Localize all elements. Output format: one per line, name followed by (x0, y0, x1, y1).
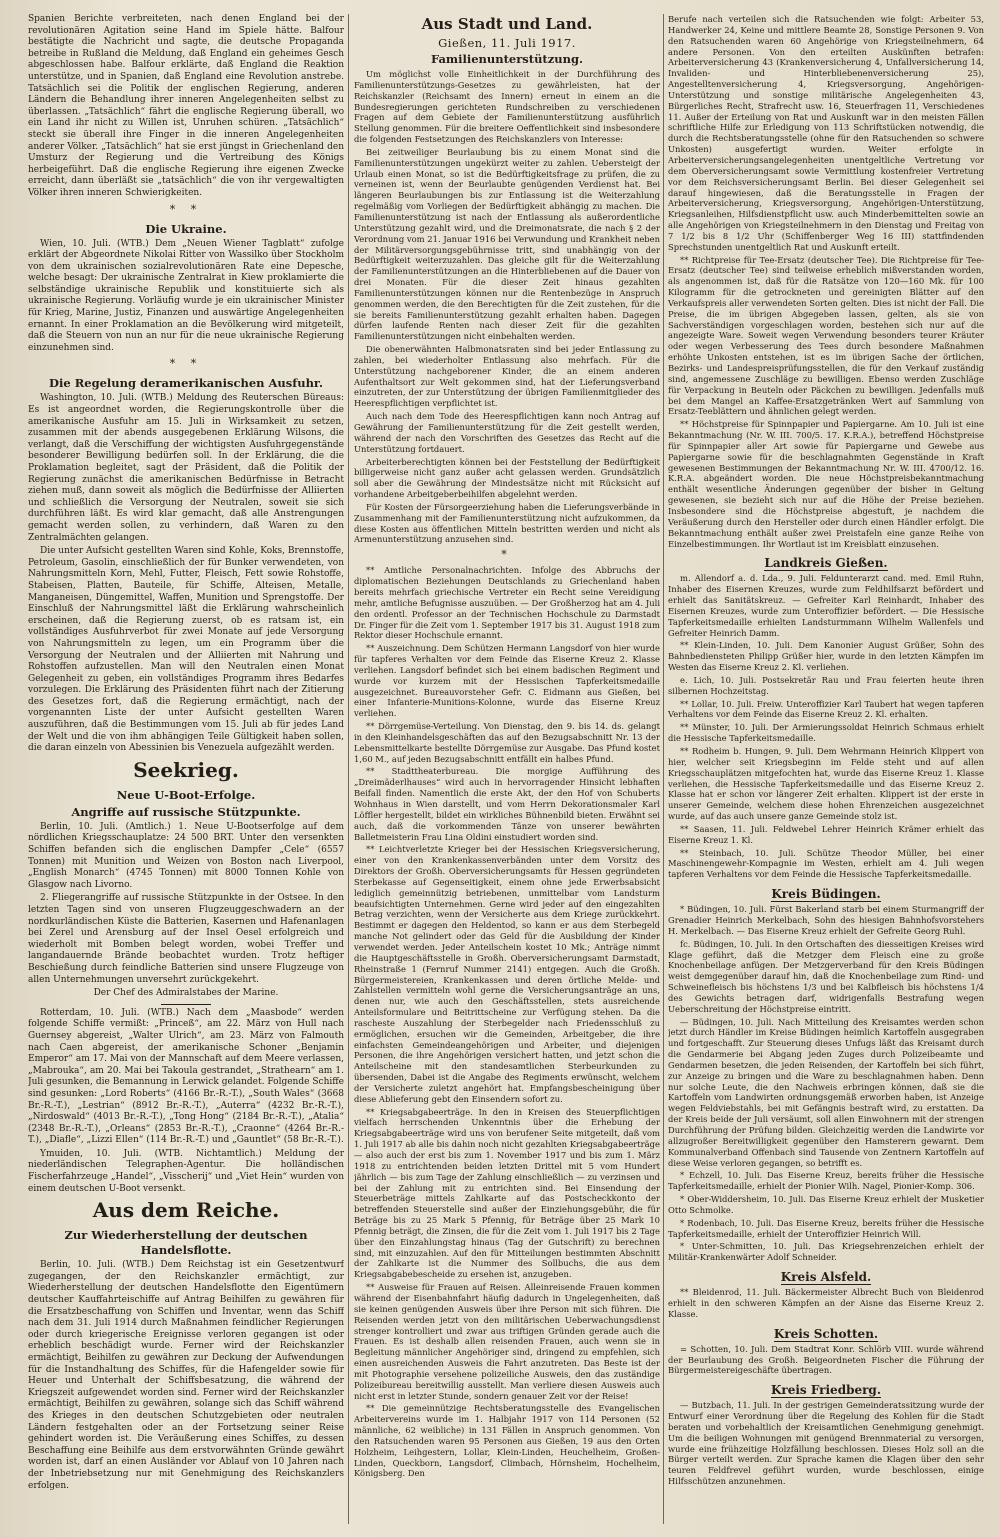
article-subheading-angriffe: Angriffe auf russische Stützpunkte. (71, 804, 301, 819)
kreis-heading-label: Kreis Schotten. (773, 1326, 879, 1341)
article-text: Wien, 10. Juli. (WTB.) Dem „Neuen Wiener Tagblatt“ zufolge erklärt der Abgeordnete Nikolai Ritter von Wassilko über Stockholm von dem ukrainischen sozialrevolutionären Rate eine Depesche, welche besagt: Der ukrainische Zentralrat in Kiew proklamierte die selbständige ukrainische Republik und konstituierte sich als ukrainische Regierung. Vorläufig wurde je ein ukrainischer Minister für Krieg, Marine, Justiz, Finanzen und auswärtige Angelegenheiten ernannt. In einer Proklamation an die Bevölkerung wird mitgeteilt, daß die Steuern von nun an nur für die neue ukrainische Regierung einzunehmen sind. (28, 238, 344, 353)
signature-line: Der Chef des Admiralstabes der Marine. (93, 988, 279, 999)
section-heading-kreis-schotten (668, 1326, 984, 1342)
article-text: * Büdingen, 10. Juli. Fürst Bakerland starb bei einem Sturmangriff der Grenadier Heinrich Merkelbach, Sohn des hiesigen Bahnhofsvorstehers H. Merkelbach. — Das Eiserne Kreuz erhielt der Gefreite Georg Ruhl. (668, 904, 984, 936)
column-rule (348, 14, 349, 1524)
dateline: Gießen, 11. Juli 1917. (438, 36, 576, 50)
divider (161, 1004, 211, 1005)
article-text: ** Ausweise für Frauen auf Reisen. Alleinreisende Frauen kommen während der Eisenbahnfahrt häufig dadurch in Ungelegenheiten, daß sie keinen genügenden Ausweis über ihre Person mit sich führen. Die Reisenden werden jetzt von den militärischen Ueberwachungsdienst strenger kontrolliert und zwar aus triftigen Gründen gerade auch die Frauen. Es ist deshalb allen reisenden Frauen, auch wenn sie in Begleitung männlicher Angehöriger sind, dringend zu empfehlen, sich einen ausreichenden Ausweis die Fahrt anzutreten. Das Beste ist der mit Photographie versehene polizeiliche Ausweis, den das zuständige Polizeibureau bereitwillig ausstellt. Man verliere diesen Ausweis auch nicht erst in letzter Stunde, sondern genauer Zeit vor der Reise! (354, 1282, 660, 1401)
article-text: Die unter Aufsicht gestellten Waren sind Kohle, Koks, Brennstoffe, Petroleum, Gasolin, einschließlich der für Bunker verwendeten, von Nahrungsmitteln Korn, Mehl, Futter, Fleisch, Fett sowie Rohstoffe, Stabeisen, Platten, Bauteile, für Schiffe, Alteisen, Metalle, Manganeisen, Düngemittel, Waffen, Munition und Sprengstoffe. Der Einschluß der Nahrungsmittel läßt die Erklärung wahrscheinlich erscheinen, daß die Regierung zuerst, ob es ratsam ist, ein vollständiges Ausfuhrverbot für zwei Monate auf jede Versorgung von Nahrungsmitteln zu legen, um ein Programm über die Versorgung der Neutralen und der Alliierten mit Nahrung und Rohstoffen aufzustellen. Man will den Neutralen einen Monat Gelegenheit zu geben, ein vollständiges Programm ihres Bedarfes vorzulegen. Die Erklärung des Präsidenten führt nach der Zitierung des Gesetzes fort, daß die Regierung ermächtigt, nach der vorgenannten Liste der unter Aufsicht gestellten Waren auszuführen, daß die Bestimmungen vom 15. Juli ab für jedes Land der Welt und die von ihm abhängigen Teile Gültigkeit haben sollen, die daran einzeln von Abessinien bis Venezuela aufgezählt werden. (28, 546, 344, 754)
article-heading-uboot: Neue U-Boot-Erfolge. (116, 787, 256, 802)
section-heading-kreis-buedingen (668, 886, 984, 902)
article-text: ** Auszeichnung. Dem Schützen Hermann Langsdorf von hier wurde für tapferes Verhalten vor dem Feinde das Eiserne Kreuz 2. Klasse verliehen. Langsdorf befindet sich bei einem badischen Regiment und wurde vor kurzem mit der Hessischen Tapferkeitsmedaille ausgezeichnet. Bureauvorsteher Gefr. C. Eidmann aus Gießen, bei einer Infanterie-Munitions-Kolonne, wurde das Eiserne Kreuz verliehen. (354, 643, 660, 719)
article-text: ** Saasen, 11. Juli. Feldwebel Lehrer Heinrich Krämer erhielt das Eiserne Kreuz 1. Kl. (668, 823, 984, 845)
article-text: Spanien Berichte verbreiteten, nach denen England bei der revolutionären Agitation seine Hand im Spiele hätte. Balfour bestätigte die Nachricht und sagte, die deutsche Propaganda betreibe in Rußland die Meldung, daß England ein geheimes Gesch abgeschlossen habe. Balfour erklärte, daß England die Reaktion unterstütze, und in Spanien, daß England eine Revolution anstrebe. Tatsächlich sei die Politik der englischen Regierung, anderen Ländern die Behandlung ihrer inneren Angelegenheiten selbst zu überlassen. „Tatsächlich“ fährt die englische Regierung überall, wo ein Land ihr nicht zu Willen ist, Unruhen schüren. „Tatsächlich“ steckt sie überall ihre Finger in die inneren Angelegenheiten anderer Völker. „Tatsächlich“ hat sie erst jüngst in Griechenland den Umsturz der Regierung und die Vertreibung des Königs herbeigeführt. Daß die englische Regierung ihre eigenen Zwecke erreicht, dann überläßt sie „tatsächlich“ die von ihr vergewaltigten Völker ihren inneren Schwierigkeiten. (28, 14, 344, 198)
article-text: ** Kriegsabgabeerträge. In den in Kreisen des Steuerpflichtigen vielfach herrschenden Unkenntnis über die Erhebung der Kriegsabgabeerträge wird uns von berufener Seite mitgeteilt, daß vom 1. Juli 1917 ab alle bis dahin noch nicht gezahlten Kriegsabgabeerträge — also auch der erst bis zum 1. November 1917 und bis zum 1. März 1918 zu entrichtenden beiden letzten Drittel mit 5 vom Hundert jährlich — bis zum Tage der Zahlung einschließlich — zu verzinsen und bei der Zahlung mit zu entrichten sind. Bei Einsendung der Steuerbeträge mittels Zahlkarte auf das Postscheckkonto der betreffenden Steuerstelle sind außer der Einziehungsgebühr, die für Beträge bis zu 25 Mark 5 Pfennig, für Beträge über 25 Mark 10 Pfennig beträgt, die Zinsen, die für die Zeit vom 1. Juli 1917 bis 2 Tage über den Einzahlungstag hinaus (Tag der Gutschrift) zu berechnen sind, mit einzuzahlen. Auf den für Mitteilungen bestimmten Abschnitt der Zahlkarte ist die Nummer des Sollbuchs, die aus dem Kriegsabgabebescheide zu ersehen ist, anzugeben. (354, 1106, 660, 1280)
column-rule (663, 14, 664, 1524)
kreis-heading-label: Kreis Friedberg. (770, 1383, 881, 1398)
article-text: 2. Fliegerangriffe auf russische Stützpunkte in der Ostsee. In den letzten Tagen sind von unseren Flugzeuggeschwadern an der nordkurländischen Küste die Batterien, Kasernen und Hafenanlagen bei Zerel und Arensburg auf der Insel Oesel erfolgreich und wiederholt mit Bomben belegt worden, wobei Treffer und langandauernde Brände beobachtet wurden. Trotz heftiger Beschießung durch feindliche Batterien sind unsere Flugzeuge von allen Unternehmungen unversehrt zurückgekehrt. (28, 893, 344, 985)
article-text: ** Rodheim b. Hungen, 9. Juli. Dem Wehrmann Heinrich Klippert von hier, welcher seit Kriegsbeginn im Felde steht und auf allen Kriegsschauplätzen mitgefochten hat, wurde das Eiserne Kreuz 1. Klasse verliehen, die Hessische Tapferkeitsmedaille und das Eiserne Kreuz 2. Klasse hat er schon vor längerer Zeit erhalten. Klippert ist der erste in unserer Gemeinde, welchem diese hohen Ehrenzeichen ausgezeichnet wurde, auf das auch unsere ganze Gemeinde stolz ist. (668, 746, 984, 822)
article-text: Bei zeitweiliger Beurlaubung bis zu einem Monat sind die Familienunterstützungen ungekürzt weiter zu zahlen. Uebersteigt der Urlaub einen Monat, so ist die Bedürftigkeitsfrage zu prüfen, die zu verneinen ist, wenn der Beurlaubte genügenden Verdienst hat. Bei längeren Beurlaubungen bis zur Entlassung ist die Weiterzahlung regelmäßig vom Vorliegen der Bedürftigkeit abhängig zu machen. Die Familienunterstützung ist nach der Entlassung als außerordentliche Unterstützung gezahlt wird, und die Dreimonatsrate, die nach § 2 der Verordnung vom 21. Januar 1916 bei Verwundung und Krankheit neben der Militärversorgungsgebührnisse tritt, sind unabhängig von der Bedürftigkeit weiterzuzahlen. Das gleiche gilt für die Weiterzahlung der Familienunterstützungen an die Hinterbliebenen auf die Dauer von drei Monaten. Für die dieser Zeit hinaus gezahlten Familienunterstützungen können nur die Rentenbezüge in Anspruch genommen werden, die den Berechtigten für die Zeit zustehen, für die sie bereits Familienunterstützung gezahlt erhalten haben. Dagegen dürfen laufende Renten nach dieser Zeit für die gezahlten Familienunterstützungen nicht einbehalten werden. (354, 146, 660, 342)
article-text: ** Steinbach, 10. Juli. Schütze Theodor Müller, bei einer Maschinengewehr-Kompagnie im Westen, erhielt am 4. Juli wegen tapferen Verhaltens vor dem Feinde die Hessische Tapferkeitsmedaille. (668, 847, 984, 880)
article-text: Die obenerwähnten Halbmonatsraten sind bei jeder Entlassung zu zahlen, bei wiederholter Entlassung also mehrfach. Für die Unterstützung nachgeborener Kinder, die an einem anderen Aufenthaltsort zur Welt gekommen sind, hat der Lieferungsverband einzutreten, der zur Unterstützung der übrigen Familienmitglieder des Heerespflichtigen verpflichtet ist. (354, 344, 660, 409)
article-text: Berufe nach verteilen sich die Ratsuchenden wie folgt: Arbeiter 53, Handwerker 24, Keine und mittlere Beamte 28, Sonstige Personen 9. Von den Ratsuchenden waren 60 Angehörige von Kriegsteilnehmern, 64 andere Personen. Von den erteilten Auskünften betrafen: Arbeiterversicherung 43 (Krankenversicherung 4, Unfallversicherung 14, Invaliden- und Hinterbliebenenversicherung 25), Angestelltenversicherung 4, Kriegsversorgung, Angehörigen-Unterstützung und sonstige militärische Angelegenheiten 43, Bürgerliches Recht, Strafrecht usw. 16, Steuerfragen 11, Verschiedenes 11. Außer der Erteilung von Rat und Auskunft war in den meisten Fällen schriftliche Hilfe zur Erledigung von 113 Schriftstücken notwendig, die durch die Rechtsberatungsstelle (ohne für den Ratsuchenden so schwere Unkosten) ausgefertigt wurden. Weiter erfolgte in Arbeiterversicherungsangelegenheiten unentgeltliche Vertretung vor dem Oberversicherungsamt sowie Vermittlung kostenfreier Vertretung vor dem Reichsversicherungsamt Berlin. Bei dieser Gelegenheit sei darauf hingewiesen, daß die Beratungsstelle in Fragen der Arbeiterversicherung, Kriegsversorgung, Angehörigen-Unterstützung, Kriegsanleihen, Hilfsdienstpflicht usw. auch Minderbemittelten sowie an alle Angehörigen von Kriegsteilnehmern in den Dienstag und Freitag von 7 1/2 bis 8 1/2 Uhr (Schiffenberger Weg 16 III) stattfindenden Sprechstunden unentgeltlich Rat und Auskunft erteilt. (668, 14, 984, 252)
column-middle (354, 14, 660, 1526)
article-text: ** Klein-Linden, 10. Juli. Dem Kanonier August Grüßer, Sohn des Bahnbediensteten Philipp Grüßer hier, wurde in den letzten Kämpfen im Westen das Eiserne Kreuz 2. Kl. verliehen. (668, 640, 984, 673)
section-heading-reiche: Aus dem Reiche. (92, 1198, 280, 1223)
article-heading-ukraine: Die Ukraine. (145, 221, 227, 236)
article-text: m. Allendorf a. d. Lda., 9. Juli. Feldunterarzt cand. med. Emil Ruhn, Inhaber des Eisernen Kreuzes, wurde zum Feldhilfsarzt befördert und erhielt das Sanitätskreuz. — Gefreiter Karl Reinhardt, Inhaber des Eisernen Kreuzes, wurde zum Unteroffizier befördert. — Die Hessische Tapferkeitsmedaille erhielten Landsturmmann Wilhelm Wallenfels und Gefreiter Heinrich Damm. (668, 573, 984, 638)
article-text: ** Stadttheaterbureau. Die morgige Aufführung des „Dreimäderlhauses“ wird auch in hervorragender Hinsicht lebhaften Beifall finden. Namentlich die erste Akt, der den Hof von Schuberts Wohnhaus in Wien darstellt, und vom Herrn Dekorationsmaler Karl Löffler hergestellt, bildet ein wirkliches Bühnenbild bieten. Erwähnt sei auch, daß die vorkommenden Tänze von unserer bewährten Balletmeisterin Frau Lina Oldini einstudiert worden sind. (354, 766, 660, 842)
article-text: * Rodenbach, 10. Juli. Das Eiserne Kreuz, bereits früher die Hessische Tapferkeitsmedaille, erhielt der Unteroffizier Heinrich Will. (668, 1217, 984, 1239)
article-text: ** Leichtverletzte Krieger bei der Hessischen Kriegsversicherung, einer von den Krankenkassenverbänden unter dem Vorsitz des Direktors der Großh. Oberversicherungsamts für Hessen gegründeten Sterbekasse auf Gegenseitigkeit, einem ohne jede Erwerbsabsicht lediglich gemeinnützig betriebenen, unmittelbar vom Landsturm beaufsichtigten Unternehmen. Gerne wird jeder auf den eingezahlten Betrag verzichten, wenn der Versicherte aus dem Kriege zurückkehrt. Bestimmt er dagegen den Heldentod, so kann er aus dem Sterbegeld manche Not gelindert oder das Geld für die Ausbildung der Kinder verwendet werden. Jeder Anteilschein kostet 10 Mk.; Anträge nimmt die Hauptgeschäftsstelle in Großh. Oberversicherungsamt Darmstadt, Rheinstraße 1 (Fernruf Nummer 2141) entgegen. Auch die Großh. Bürgermeistereien, Krankenkassen und deren örtliche Melde- und Zahlstellen vermitteln wohl gerne die Versicherungsanträge an uns, denen nur, wie auch den Geschäftsstellen, stets ausreichende Anteilsformulare und Beitrittscheine zur Verfügung stehen. Da die rascheste Auszahlung der Sterbegelder nach Friedensschluß zu ermöglichen, ersuchen wir die Gemeinden, Arbeitgeber, die ihre einfachsten Gemeindeangehörigen und Arbeiter, und diejenigen Personen, die ihre Angehörigen versichert hatten, und jetzt schon die Anteilscheine mit den standesamtlichen Sterbeurkunden zu übersenden, Dabei ist die Angabe des Regiments erwünscht, welchem der Versicherte zuletzt angehört hat. Empfangsbescheinigung über diese Ablieferung gebt den Einsendern sofort zu. (354, 844, 660, 1104)
article-text: Auch nach dem Tode des Heerespflichtigen kann noch Antrag auf Gewährung der Familienunterstützung für die Zeit gestellt werden, während der nach den Vorschriften des Gesetzes das Recht auf die Unterstützung fortdauert. (354, 411, 660, 454)
kreis-heading-label: Kreis Büdingen. (771, 887, 881, 902)
article-text: ** Bleidenrod, 11. Juli. Bäckermeister Albrecht Buch von Bleidenrod erhielt in den schweren Kämpfen an der Aisne das Eiserne Kreuz 2. Klasse. (668, 1287, 984, 1319)
article-text: Washington, 10. Juli. (WTB.) Meldung des Reuterschen Büreaus: Es ist angeordnet worden, die Regierungskontrolle über die amerikanische Ausfuhr am 15. Juli in Wirksamkeit zu setzen, zusammen mit der abends ausgegebenen Erklärung Wilsons, die verlangt, daß die Verschiffung der wichtigsten Ausfuhrgegenstände besonderer Bewilligung bedürfen soll. In der Erklärung, die die Proklamation begleitet, sagt der Präsident, daß die Politik der Regierung zunächst die amerikanischen Bedürfnisse in Betracht ziehen muß, dann soweit als möglich die Bedürfnisse der Alliierten und schließlich die Versorgung der Neutralen, soweit sie sich durchführen läßt. Es wird klar gemacht, daß alle Anstrengungen gemacht werden sollen, zu verhindern, daß Waren zu den Zentralmächten gelangen. (28, 393, 344, 543)
separator-stars: * * (169, 357, 203, 371)
article-text: = Schotten, 10. Juli. Dem Stadtrat Konr. Schlörb VIII. wurde während der Beurlaubung des Großh. Beigeordneten Fischer die Führung der Bürgermeistereigeschäfte übertragen. (668, 1343, 984, 1376)
article-text: e. Lich, 10. Juli. Postsekretär Rau und Frau feierten heute ihren silbernen Hochzeitstag. (668, 674, 984, 696)
article-text: ** Richtpreise für Tee-Ersatz (deutscher Tee). Die Richtpreise für Tee-Ersatz (deutscher Tee) sind teilweise erheblich mißverstanden worden, als angenommen ist, daß für die Ratsätze von 120—160 Mk. für 100 Kilogramm für die getrockneten und gereinigten Blätter auf den Verkaufspreis aller verwendeten Sorten gelten. Dies ist nicht der Fall. Die Preise, die im übrigen Abgegeben lassen, gelten, als sie von Sachverständigen vorgeschlagen worden, bestehen sich nur auf die angezeigte Ware. Soweit wegen Verwendung besonders teurer Kräuter oder wegen Verbesserung des Tees durch besondere Maßnahmen erhöhte Unkosten entstehen, ist es im übrigen Sache der örtlichen, Bezirks- und Landespreisprüfungsstellen, die für den Verkauf zuständig sind, angemessene Zuschläge zu bewilligen. Ebenso werden Zuschläge für Verpackung in Beuteln oder Päckchen zu bewilligen. Jedenfalls muß bei dem Mangel an Kaffee-Ersatzgetränken Wert auf Sammlung von Ersatz-Teeblättern und ähnlichen gelegt werden. (668, 254, 984, 417)
article-text: — Butzbach, 11. Juli. In der gestrigen Gemeinderatssitzung wurde der Entwurf einer Verordnung über die Regelung des Kohlen für die Stadt beraten und vorbehaltlich der Kreisamtlichen Genehmigung genehmigt. Um die beiligen Wohnungen mit genügend Brennmaterial zu versorgen, wurde eine frühzeitige Holzfällung beschlossen. Dieses Holz soll an die Bürger verteilt werden. Zur Sprache kamen die Klagen über den sehr teuren Feldfrevel geführt wurden, wurde beschlossen, einige Hilfsschützen anzunehmen. (668, 1400, 984, 1487)
article-text: ** Die gemeinnützige Rechtsberatungsstelle des Evangelischen Arbeitervereins wurde im 1. Halbjahr 1917 von 114 Personen (52 männliche, 62 weibliche) in 131 Fällen in Anspruch genommen. Von den Ratsuchenden waren 95 Personen aus Gießen, 19 aus den Orten Holzheim, Leihgestern, Lollar, Klein-Linden, Heuchelheim, Großen-Linden, Queckborn, Langsdorf, Climbach, Hörnsheim, Hochelheim, Königsberg. Den (354, 1403, 660, 1479)
article-text: ** Münster, 10. Juli. Der Armierungssoldat Heinrich Schmaus erhielt die Hessische Tapferkeitsmedaille. (668, 722, 984, 744)
section-heading-seekrieg: Seekrieg. (133, 757, 239, 782)
article-text: — Büdingen, 10. Juli. Nach Mitteilung des Kreisamtes werden schon jetzt durch Händler im Kreise Büdingen heimlich Kartoffeln ausgegraben und fortgeschafft. Zur Steuerung dieses Unfugs läßt das Kreisamt durch die Gendarmerie bei Abgang jeden Zuges durch Polizeibeamte und Gendarmen besetzen, die jeden Reisenden, der Kartoffeln bei sich führt, zur Anzeige zu bringen und die Ware zu beschlagnahmen haben. Denn nur solche Leute, die den Nachweis erbringen können, daß sie die Kartoffeln vom Landwirten ordnungsgemäß erworben haben, ist Anzeige wegen Feldviebstahls, bei mit Gefängnis bestraft wird, zu erstatten. Da der Kreis beide der Juli versäumt, soll allen Einwohnern mit der strengen Durchführung der Prüfung bilden. Gleichzeitig werden die Landwirte vor allzugroßer Bereitwilligkeit gegenüber den Hamsterern gewarnt. Dem Kommunalverband Offenbach sind Tausende von Zentnern Kartoffeln auf diese Weise verloren gegangen, so betrifft es. (668, 1016, 984, 1168)
separator-stars: * (501, 548, 513, 562)
separator-stars: * * (169, 202, 203, 216)
article-text: Für Kosten der Fürsorgeerziehung haben die Lieferungsverbände in Zusammenhang mit der Familienunterstützung nicht aufzukommen, da diese Kosten aus öffentlichen Mitteln bestritten werden und nicht als Armenunterstützung anzusehen sind. (354, 501, 660, 545)
article-text: ** Lollar, 10. Juli. Freiw. Unteroffizier Karl Taubert hat wegen tapferen Verhaltens vor dem Feinde das Eiserne Kreuz 2. Kl. erhalten. (668, 698, 984, 720)
article-text: * Echzell, 10. Juli. Das Eiserne Kreuz, bereits früher die Hessische Tapferkeitsmedaille, erhielt der Pionier Wilh. Nagel, Pionier-Komp. 306. (668, 1170, 984, 1192)
article-text: * Unter-Schmitten, 10. Juli. Das Kriegsehrenzeichen erhielt der Militär-Krankenwärter Adolf Schneider. (668, 1241, 984, 1263)
column-left (28, 14, 344, 1526)
section-heading-kreis-alsfeld (668, 1269, 984, 1285)
article-heading-handelsflotte: Zur Wiederherstellung der deutschen Handelsflotte. (64, 1228, 308, 1258)
section-heading-stadt-und-land: Aus Stadt und Land. (421, 15, 593, 33)
column-right (668, 14, 984, 1526)
article-text: ** Höchstpreise für Spinnpapier und Papiergarne. Am 10. Juli ist eine Bekanntmachung (Nr. W. III. 700/5. 17. K.R.A.), betreffend Höchstpreise für Spinnpapier aller Art sowie für Papiergarne und Gewebe aus Papiergarne sowie für die beschlagnahmten Gegenstände in Kraft gewesenen Bestimmungen der Bekanntmachung Nr. W. III. 4700/12. 16. K.R.A. abgeändert worden. Die neue Höchstpreisbekanntmachung enthält wesentliche Änderungen gegenüber der bisher in Geltung gewesenen, sie bezieht sich nur auf die Höhe der Preise beziehen. Insbesondere sind die Höchstpreise abgestuft, je nachdem die Veräußerung durch den Hersteller oder durch einen Händler erfolgt. Die Bekanntmachung enthält außer zwei Preistafeln eine ganze Reihe von Einzelbestimmungen. Ihr Wortlaut ist im Kreisblatt einzusehen. (668, 419, 984, 549)
article-text: Berlin, 10. Juli. (Amtlich.) 1. Neue U-Bootserfolge auf dem nördlichen Kriegsschauplatze: 24 500 BRT. Unter den versenkten Schiffen befanden sich die englischen Dampfer „Cele“ (6557 Tonnen) mit Munition und Weizen von Boston nach Liverpool, „English Monarch“ (4745 Tonnen) mit 8000 Tonnen Kohle von Glasgow nach Livorno. (28, 821, 344, 890)
article-text: * Ober-Widdersheim, 10. Juli. Das Eiserne Kreuz erhielt der Musketier Otto Schmolke. (668, 1194, 984, 1215)
section-heading-landkreis-giessen (668, 555, 984, 571)
article-text: Arbeiterberechtigten können bei der Feststellung der Bedürftigkeit billigerweise nicht ganz außer acht gelassen werden. Grundsätzlich soll aber die Gewährung der Mindestsätze nicht mit Rücksicht auf vorhandene Arbeitgeberbeihilfen abgelehnt werden. (354, 456, 660, 500)
article-text: Um möglichst volle Einheitlichkeit in der Durchführung des Familienunterstützungs-Gesetzes zu gewährleisten, hat der Reichskanzler (Reichsamt des Innern) erneut in einem an die Bundesregierungen gerichteten Rundschreiben zu verschiedenen Fragen auf dem Gebiete der Familienunterstützung ausführlich Stellung genommen. Für die breitere Oeffentlichkeit sind insbesondere die folgenden Festsetzungen des Reichskanzlers von Interesse: (354, 69, 660, 145)
article-text: Berlin, 10. Juli. (WTB.) Dem Reichstag ist ein Gesetzentwurf zugegangen, der den Reichskanzler ermächtigt, zur Wiederherstellung der deutschen Handelsflotte den Eigentümern deutscher Kauffahrteischiffe auf Antrag Beihilfen zu gewähren für die Ersatzbeschaffung von Schiffen und Inventar, wenn das Schiff nach dem 31. Juli 1914 durch Maßnahmen feindlicher Regierungen oder durch kriegerische Ereignisse verloren gegangen ist oder erheblich beschädigt wurde. Ferner wird der Reichskanzler ermächtigt, Beihilfen zu gewähren zur Deckung der Aufwendungen für die Instandhaltung des Schiffes, für die Hafengelder sowie für Heuer und Unterhalt der Schiffsbesatzung, die während der Kriegszeit aufgewendet worden sind. Ferner wird der Reichskanzler ermächtigt, Beihilfen zu gewähren, solange sich das Schiff während des Krieges in den deutschen Schutzgebieten oder neutralen Ländern festgehalten oder an der Fortsetzung seiner Reise gehindert worden ist. Die Veräußerung eines Schiffes, zu dessen Beschaffung eine Beihilfe aus dem erstvorwähnten Gründe gewährt worden ist, darf an einen Ausländer vor Ablauf von 10 Jahren nach der Inbetriebsetzung nur mit Genehmigung des Reichskanzlers erfolgen. (28, 1260, 344, 1491)
article-text: fc. Büdingen, 10. Juli. In den Ortschaften des diesseitigen Kreises wird Klage geführt, daß die Metzger dem Fleisch eine zu große Knochenbeilage anfügen. Der Metzgerverband für den Kreis Büdingen weist demgegenüber darauf hin, daß die Knochenbeilage zum Rind- und Schweinefleisch bis höchstens 1/3 und bei Kalbfleisch bis höchstens 1/4 des Gewichts betragen darf, widrigenfalls Bestrafung wegen Ueberschreitung der Höchstpreise eintritt. (668, 938, 984, 1014)
article-heading-ausfuhr: Die Regelung deramerikanischen Ausfuhr. (49, 376, 323, 391)
kreis-heading-label: Landkreis Gießen. (764, 556, 888, 571)
article-text: Ymuiden, 10. Juli. (WTB. Nichtamtlich.) Meldung der niederländischen Telegraphen-Agentur. Die holländischen Fischerfahrzeuge „Handel“, „Visscherij“ und „Viet Hein“ wurden von einem deutschen U-Boot versenkt. (28, 1148, 344, 1194)
article-text: ** Amtliche Personalnachrichten. Infolge des Abbruchs der diplomatischen Beziehungen Deutschlands zu Griechenland haben bereits mehrfach griechische Vertreter ein Recht seine Vereidigung mehr, amtliche Befugnisse auszuüben. — Der Großherzog hat am 4. Juli den ordentl. Professor an der Technischen Hochschule zu Darmstadt Dr. Finger für die Zeit vom 1. September 1917 bis 31. August 1918 zum Rektor dieser Hochschule ernannt. (354, 565, 660, 641)
section-heading-kreis-friedberg (668, 1382, 984, 1398)
article-heading-familienunterstuetzung: Familienunterstützung. (430, 52, 584, 66)
article-text: Rotterdam, 10. Juli. (WTB.) Nach dem „Maasbode“ werden folgende Schiffe vermißt: „Princeß“, am 22. März von Hull nach Guernsey abgereist, „Walter Ulrich“, am 23. März von Falmouth nach Caen abgereist, der amerikanische Schoner „Benjamin Emperor“ am 17. Mai von der Mannschaft auf dem Meere verlassen, „Mabrouka“, am 20. Mai bei Takoula gestrandet, „Strathearn“ am 1. Juli gesunken, die Bemannung in Lerwick gelandet. Folgende Schiffe sind gesunken: „Lord Roberts“ (4166 Br.-R.-T.), „South Wales“ (3668 Br.-R.-T.), „Lestrian“ (8912 Br.-R.-T.), „Auterra“ (4232 Br.-R.-T.), „Nirdoswald“ (4013 Br.-R.-T.), „Tong Hong“ (2184 Br.-R.-T.), „Atalia“ (2348 Br.-R.-T.), „Orleans“ (2853 Br.-R.-T.), „Craonne“ (4264 Br.-R.-T.), „Diafle“, „Lizzi Ellen“ (114 Br.-R.-T.) und „Gauntlet“ (58 Br.-R.-T.). (28, 1007, 344, 1146)
kreis-heading-label: Kreis Alsfeld. (780, 1270, 872, 1285)
article-text: ** Dörrgemüse-Verteilung. Von Dienstag, den 9. bis 14. ds. gelangt in den Kleinhandelsgeschäften das auf den Bezugsabschnitt Nr. 13 der Lebensmittelkarte bestellte Dörrgemüse zur Ausgabe. Das Pfund kostet 1,60 M., auf jeden Bezugsabschnitt entfällt ein halbes Pfund. (354, 721, 660, 764)
